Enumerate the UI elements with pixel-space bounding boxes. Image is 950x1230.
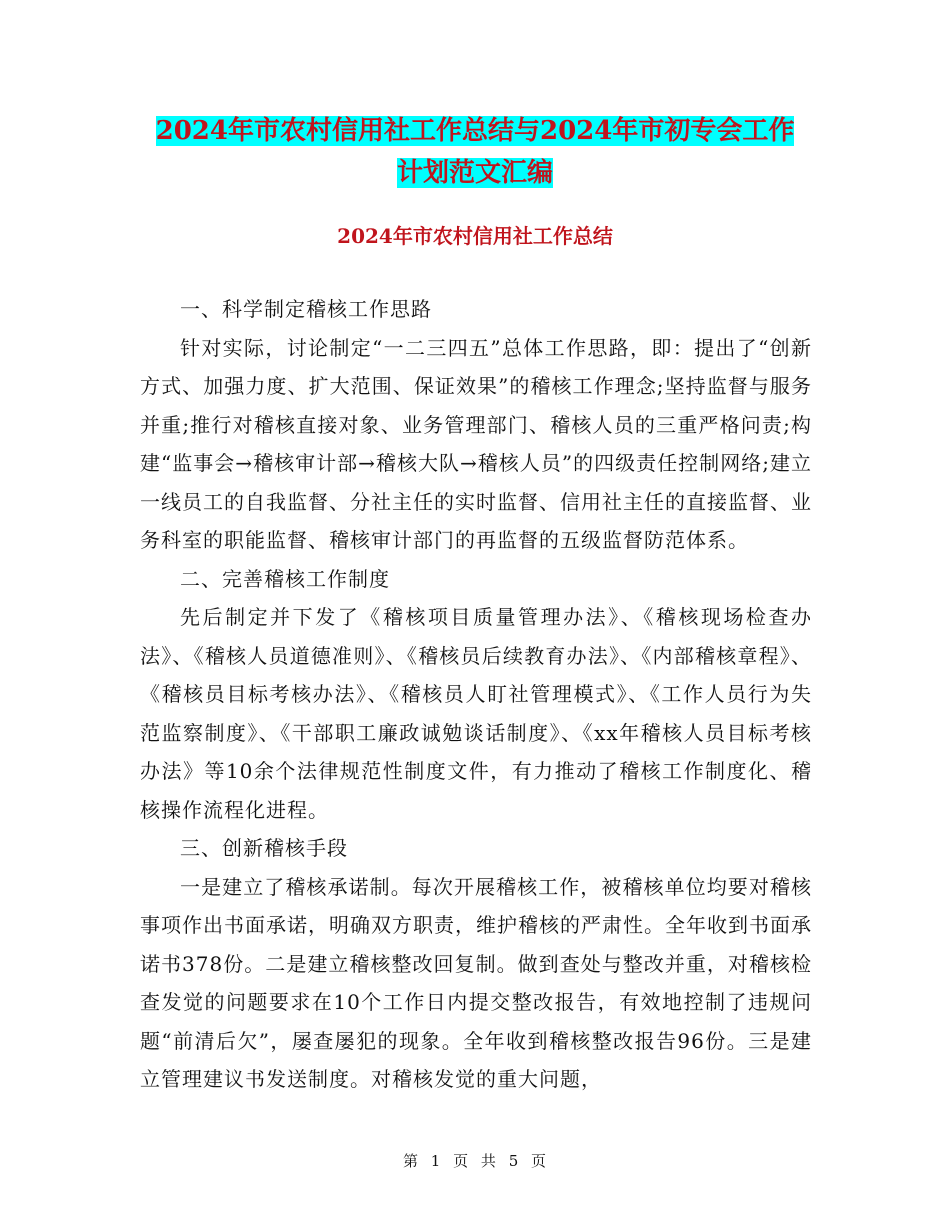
document-title-text-2: 计划范文汇编 xyxy=(396,158,553,188)
document-body xyxy=(140,290,812,1099)
heading-3: 三、创新稽核手段 xyxy=(180,836,348,860)
document-title-line-2 xyxy=(140,152,810,194)
footer-prefix: 第 xyxy=(402,1152,419,1170)
footer-suffix: 页 xyxy=(531,1152,548,1170)
footer-current-page: 1 xyxy=(430,1152,442,1170)
heading-1: 一、科学制定稽核工作思路 xyxy=(180,297,432,321)
paragraph-3: 一是建立了稽核承诺制。每次开展稽核工作，被稽核单位均要对稽核事项作出书面承诺，明确双方职责，维护稽核的严肃性。全年收到书面承诺书378份。二是建立稽核整改回复制。做到查处与整改并重，对稽核检查发觉的问题要求在10个工作日内提交整改报告，有效地控制了违规问题“前清后欠”，屡查屡犯的现象。全年收到稽核整改报告96份。三是建立管理建议书发送制度。对稽核发觉的重大问题， xyxy=(140,874,812,1091)
heading-2: 二、完善稽核工作制度 xyxy=(180,566,390,591)
paragraph-2: 先后制定并下发了《稽核项目质量管理办法》、《稽核现场检查办法》、《稽核人员道德准则》、《稽核员后续教育办法》、《内部稽核章程》、《稽核员目标考核办法》、《稽核员人盯社管理模式》、《工作人员行为失范监察制度》、《干部职工廉政诚勉谈话制度》、《xx年稽核人员目标考核办法》等10余个法律规范性制度文件，有力推动了稽核工作制度化、稽核操作流程化进程。 xyxy=(140,605,812,822)
footer-total-pages: 5 xyxy=(508,1152,520,1170)
footer-middle: 页 xyxy=(453,1152,470,1170)
paragraph-1: 针对实际，讨论制定“一二三四五”总体工作思路，即：提出了“创新方式、加强力度、扩大范围、保证效果”的稽核工作理念;坚持监督与服务并重;推行对稽核直接对象、业务管理部门、稽核人员的三重严格问责;构建“监事会→稽核审计部→稽核大队→稽核人员”的四级责任控制网络;建立一线员工的自我监督、分社主任的实时监督、信用社主任的直接监督、业务科室的职能监督、稽核审计部门的再监督的五级监督防范体系。 xyxy=(140,335,812,552)
document-title-line-1 xyxy=(140,110,810,152)
footer-total-label: 共 xyxy=(480,1152,497,1170)
page-footer xyxy=(0,1150,950,1171)
document-title-text-1: 2024年市农村信用社工作总结与2024年市初专会工作 xyxy=(155,116,795,146)
section-title: 2024年市农村信用社工作总结 xyxy=(337,224,613,248)
